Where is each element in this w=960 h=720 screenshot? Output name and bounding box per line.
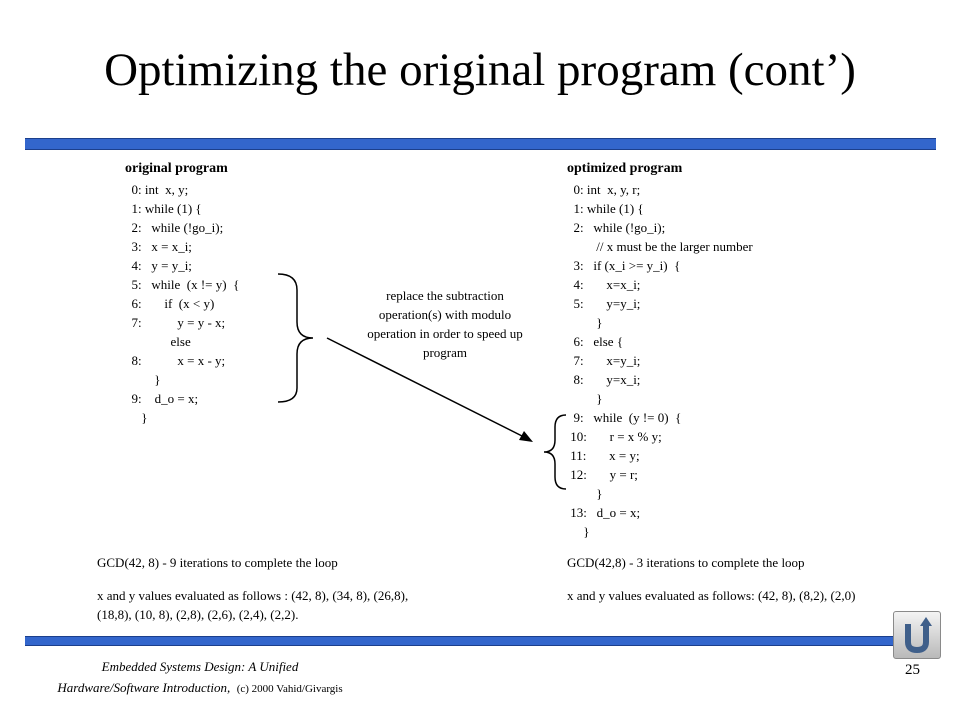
u-turn-home-icon xyxy=(894,612,940,658)
code-line: 12: y = r; xyxy=(567,467,638,482)
code-line: 2: while (!go_i); xyxy=(125,220,224,235)
code-line: 7: y = y - x; xyxy=(125,315,226,330)
code-line: 9: while (y != 0) { xyxy=(567,410,682,425)
code-line: 2: while (!go_i); xyxy=(567,220,666,235)
code-line: } xyxy=(567,391,603,406)
code-line: 10: r = x % y; xyxy=(567,429,662,444)
code-line: 13: d_o = x; xyxy=(567,505,641,520)
code-line: 1: while (1) { xyxy=(125,201,202,216)
right-eval-sequence: x and y values evaluated as follows: (42, 8), (8,2), (2,0) xyxy=(567,588,856,603)
footer-citation xyxy=(20,656,380,700)
code-line: 3: x = x_i; xyxy=(125,239,192,254)
code-line: 11: x = y; xyxy=(567,448,640,463)
left-heading: original program xyxy=(125,161,228,176)
code-line: 8: x = x - y; xyxy=(125,353,226,368)
code-line: 4: y = y_i; xyxy=(125,258,192,273)
code-line: else xyxy=(125,334,191,349)
code-line: } xyxy=(567,524,590,539)
left-eval-sequence: x and y values evaluated as follows : (42, 8), (34, 8), (26,8), (18,8), (10, 8), (2,8), (2,6), (2,4), (2,2). xyxy=(97,588,409,622)
right-heading: optimized program xyxy=(567,161,683,176)
right-gcd-summary: GCD(42,8) - 3 iterations to complete the loop xyxy=(567,555,805,570)
code-line: } xyxy=(567,486,603,501)
code-line: } xyxy=(125,410,148,425)
right-brace xyxy=(544,415,566,489)
arrow-head xyxy=(519,431,533,442)
code-line: 0: int x, y, r; xyxy=(567,182,641,197)
code-line: 8: y=x_i; xyxy=(567,372,641,387)
footer-copyright: (c) 2000 Vahid/Givargis xyxy=(236,683,343,695)
bottom-divider-bar xyxy=(25,636,936,646)
code-line: 3: if (x_i >= y_i) { xyxy=(567,258,681,273)
left-brace xyxy=(278,274,313,402)
slide-title: Optimizing the original program (cont’) xyxy=(104,44,856,96)
code-line: // x must be the larger number xyxy=(567,239,753,254)
code-line: 5: y=y_i; xyxy=(567,296,641,311)
home-button[interactable] xyxy=(893,611,941,659)
arrow-line xyxy=(327,338,524,437)
code-line: 6: else { xyxy=(567,334,624,349)
code-line: 0: int x, y; xyxy=(125,182,189,197)
left-gcd-summary: GCD(42, 8) - 9 iterations to complete the loop xyxy=(97,555,338,570)
code-line: 1: while (1) { xyxy=(567,201,644,216)
code-line: 6: if (x < y) xyxy=(125,296,215,311)
code-line: } xyxy=(567,315,603,330)
code-line: 9: d_o = x; xyxy=(125,391,199,406)
code-line: } xyxy=(125,372,161,387)
footer-book-subtitle: Hardware/Software Introduction, xyxy=(57,680,231,695)
code-line: 4: x=x_i; xyxy=(567,277,641,292)
code-line: 7: x=y_i; xyxy=(567,353,641,368)
page-number: 25 xyxy=(905,662,920,678)
code-line: 5: while (x != y) { xyxy=(125,277,240,292)
footer-book-title: Embedded Systems Design: A Unified xyxy=(101,659,299,674)
optimization-note: replace the subtraction operation(s) with modulo operation in order to speed up program xyxy=(367,288,523,360)
